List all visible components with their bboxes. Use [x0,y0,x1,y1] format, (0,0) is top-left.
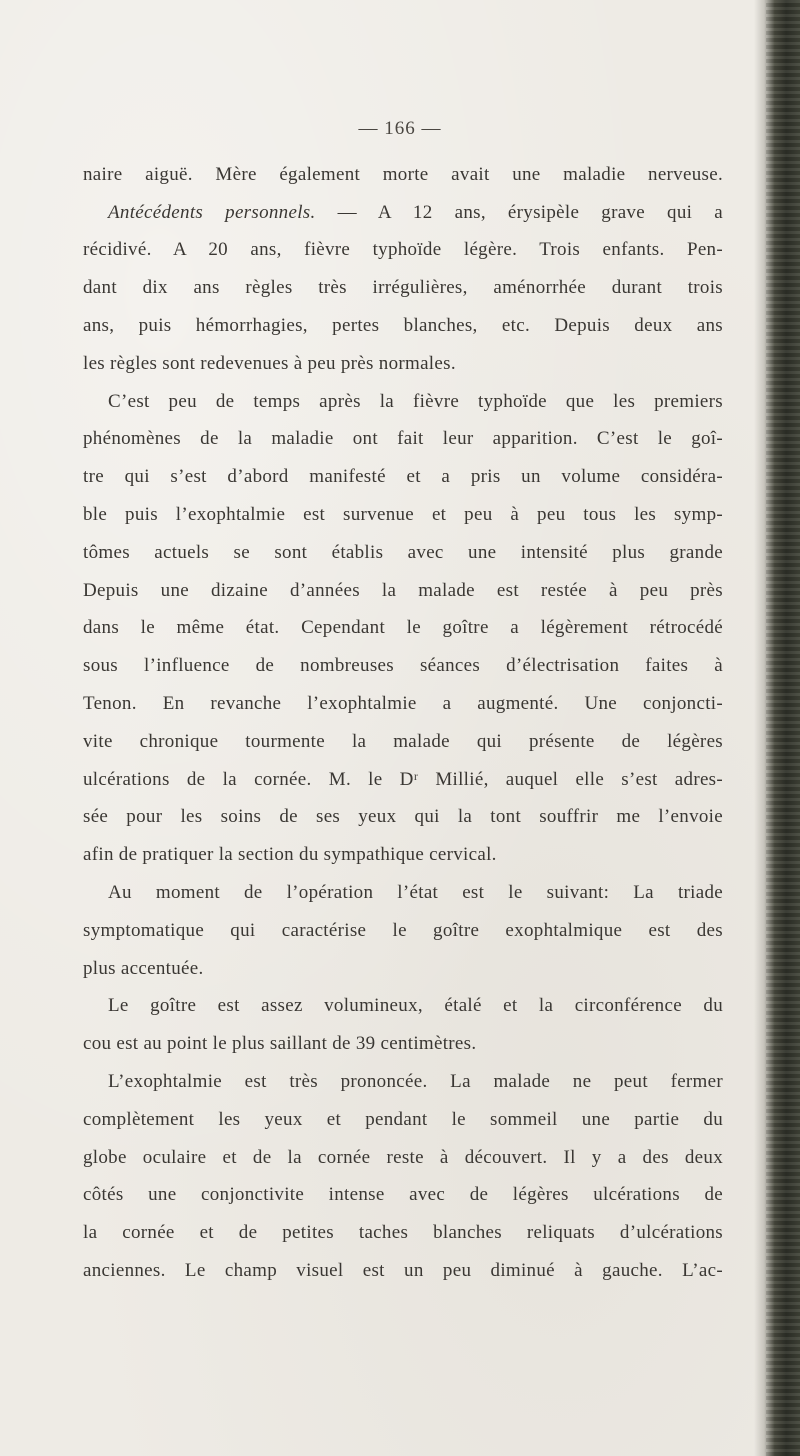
text-line: Au moment de l’opération l’état est le suivant: La triade [108,881,723,903]
text-line: sous l’influence de nombreuses séances d’électrisation faites à [83,655,723,677]
blank-spacer [83,118,723,156]
text-line: vite chronique tourmente la malade qui présente de légères [83,730,723,752]
paragraph-lead-line [83,194,723,232]
body-text [83,118,723,1290]
text-line: cou est au point le plus saillant de 39 centimètres. [83,1033,477,1055]
text-line: Tenon. En revanche l’exophtalmie a augmenté. Une conjoncti- [83,692,723,714]
text-line: ans, puis hémorrhagies, pertes blanches, etc. Depuis deux ans [83,314,723,336]
text-line: les règles sont redevenues à peu près normales. [83,352,456,374]
text-line: la cornée et de petites taches blanches reliquats d’ulcérations [83,1222,723,1244]
text-line: dant dix ans règles très irrégulières, aménorrhée durant trois [83,277,723,299]
section-heading-antecedents: Antécédents personnels. [108,201,316,223]
text-line: symptomatique qui caractérise le goître exophtalmique est des [83,919,723,941]
text-line: ulcérations de la cornée. M. le Dʳ Millié, auquel elle s’est adres- [83,768,723,790]
text-line: récidivé. A 20 ans, fièvre typhoïde légère. Trois enfants. Pen- [83,239,723,261]
text-line: ble puis l’exophtalmie est survenue et peu à peu tous les symp- [83,503,723,525]
page-number: — 166 — [358,118,442,139]
text-line: tre qui s’est d’abord manifesté et a pris un volume considéra- [83,466,723,488]
text-line: naire aiguë. Mère également morte avait une maladie nerveuse. [83,163,723,185]
text-line: globe oculaire et de la cornée reste à découvert. Il y a des deux [83,1146,723,1168]
text-line: tômes actuels se sont établis avec une intensité plus grande [83,541,723,563]
text-line: anciennes. Le champ visuel est un peu diminué à gauche. L’ac- [83,1259,723,1281]
text-line: plus accentuée. [83,957,204,979]
lead-line-rest: — A 12 ans, érysipèle grave qui a [315,201,723,223]
text-line: sée pour les soins de ses yeux qui la tont souffrir me l’envoie [83,806,723,828]
text-line: C’est peu de temps après la fièvre typhoïde que les premiers [108,390,723,412]
text-line: L’exophtalmie est très prononcée. La malade ne peut fermer [108,1070,723,1092]
text-line: complètement les yeux et pendant le sommeil une partie du [83,1108,723,1130]
text-line: dans le même état. Cependant le goître a légèrement rétrocédé [83,617,723,639]
text-line: phénomènes de la maladie ont fait leur apparition. C’est le goî- [83,428,723,450]
text-line: Depuis une dizaine d’années la malade est restée à peu près [83,579,723,601]
text-line: Le goître est assez volumineux, étalé et la circonférence du [108,995,723,1017]
text-line: afin de pratiquer la section du sympathique cervical. [83,844,497,866]
text-line: côtés une conjonctivite intense avec de légères ulcérations de [83,1184,723,1206]
binding-texture [766,0,800,1456]
